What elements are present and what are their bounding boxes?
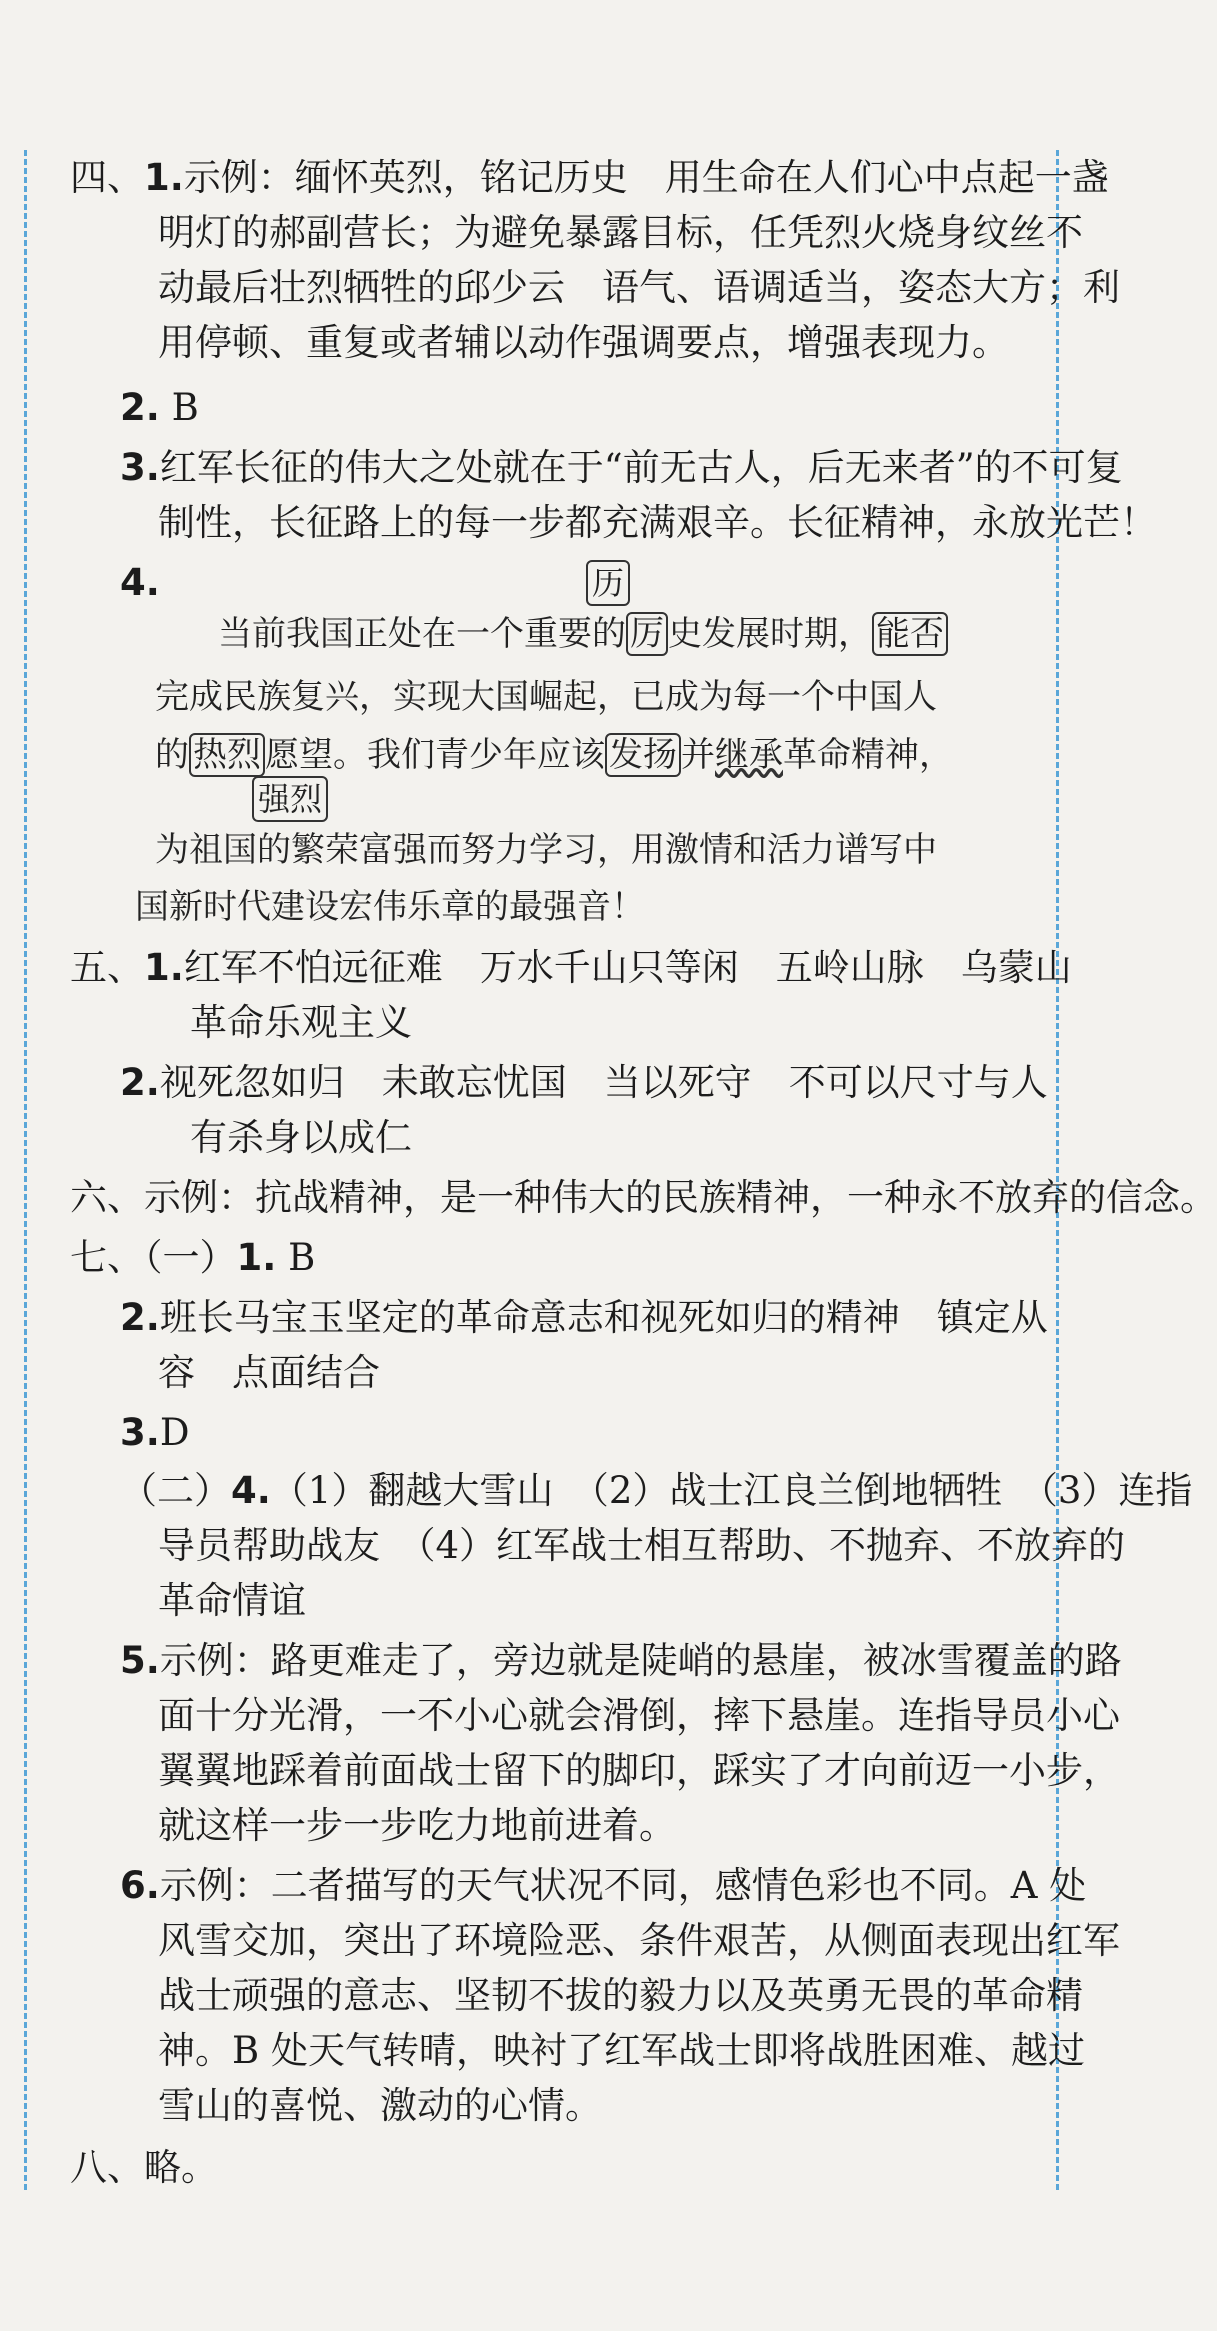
correction-line2: 完成民族复兴，实现大国崛起，已成为每一个中国人 bbox=[155, 677, 937, 717]
answer-7-2-line1: 2.班长马宝玉坚定的革命意志和视死如归的精神 镇定从 bbox=[120, 1296, 1048, 1339]
answer-7-2-line2: 容 点面结合 bbox=[158, 1351, 380, 1394]
answer-7-6-line4: 神。B 处天气转晴，映衬了红军战士即将战胜困难、越过 bbox=[158, 2029, 1085, 2072]
answer-7-6-line3: 战士顽强的意志、坚韧不拔的毅力以及英勇无畏的革命精 bbox=[158, 1974, 1083, 2017]
answer-5-2-line2: 有杀身以成仁 bbox=[190, 1116, 412, 1159]
answer-4-1-line1: 四、1.示例：缅怀英烈，铭记历史 用生命在人们心中点起一盏 bbox=[70, 156, 1109, 199]
correction-line3: 的 热烈 愿望。我们青少年应该 发扬 并继承革命精神， bbox=[155, 735, 953, 775]
answer-4-3-line1: 3.红军长征的伟大之处就在于“前无古人，后无来者”的不可复 bbox=[120, 446, 1123, 489]
answer-5-1-line2: 革命乐观主义 bbox=[190, 1001, 412, 1044]
left-margin-border bbox=[24, 150, 27, 2190]
correction-line1: 当前我国正处在一个重要的 厉 史发展时期， 能否 bbox=[218, 612, 948, 656]
answer-4-1-line4: 用停顿、重复或者辅以动作强调要点，增强表现力。 bbox=[158, 321, 1009, 364]
answer-4-4-label: 4. bbox=[120, 561, 160, 604]
answer-7-6-line1: 6.示例：二者描写的天气状况不同，感情色彩也不同。A 处 bbox=[120, 1864, 1087, 1907]
answer-4-3-line2: 制性，长征路上的每一步都充满艰辛。长征精神，永放光芒！ bbox=[158, 501, 1157, 544]
answer-7-5-line4: 就这样一步一步吃力地前进着。 bbox=[158, 1804, 676, 1847]
answer-7-6-line5: 雪山的喜悦、激动的心情。 bbox=[158, 2084, 602, 2127]
answer-7-6-line2: 风雪交加，突出了环境险恶、条件艰苦，从侧面表现出红军 bbox=[158, 1919, 1120, 1962]
answer-7-4-line1: （二）4.（1）翻越大雪山 （2）战士江良兰倒地牺牲 （3）连指 bbox=[120, 1469, 1193, 1512]
answer-4-1-line3: 动最后壮烈牺牲的邱少云 语气、语调适当，姿态大方；利 bbox=[158, 266, 1120, 309]
answer-7-5-line2: 面十分光滑，一不小心就会滑倒，摔下悬崖。连指导员小心 bbox=[158, 1694, 1120, 1737]
answer-7-4-line3: 革命情谊 bbox=[158, 1579, 306, 1622]
answer-7-1: 七、（一）1. B bbox=[70, 1236, 316, 1279]
insertion-box-li: 历 bbox=[586, 560, 630, 606]
answer-7-5-line1: 5.示例：路更难走了，旁边就是陡峭的悬崖，被冰雪覆盖的路 bbox=[120, 1639, 1122, 1682]
answer-6: 六、示例：抗战精神，是一种伟大的民族精神，一种永不放弃的信念。 bbox=[70, 1176, 1217, 1219]
insertion-box-qianglie: 强烈 bbox=[252, 776, 328, 822]
correction-line5: 国新时代建设宏伟乐章的最强音！ bbox=[135, 887, 645, 927]
answer-7-3: 3.D bbox=[120, 1411, 190, 1454]
answer-5-2-line1: 2.视死忽如归 未敢忘忧国 当以死守 不可以尺寸与人 bbox=[120, 1061, 1048, 1104]
answer-4-1-line2: 明灯的郝副营长；为避免暴露目标，任凭烈火烧身纹丝不 bbox=[158, 211, 1083, 254]
answer-8: 八、略。 bbox=[70, 2146, 218, 2189]
answer-7-4-line2: 导员帮助战友 （4）红军战士相互帮助、不抛弃、不放弃的 bbox=[158, 1524, 1126, 1567]
answer-4-2: 2. B bbox=[120, 386, 199, 429]
answer-5-1-line1: 五、1.红军不怕远征难 万水千山只等闲 五岭山脉 乌蒙山 bbox=[70, 946, 1072, 989]
answer-7-5-line3: 翼翼地踩着前面战士留下的脚印，踩实了才向前迈一小步， bbox=[158, 1749, 1120, 1792]
correction-line4: 为祖国的繁荣富强而努力学习，用激情和活力谱写中 bbox=[155, 830, 937, 870]
